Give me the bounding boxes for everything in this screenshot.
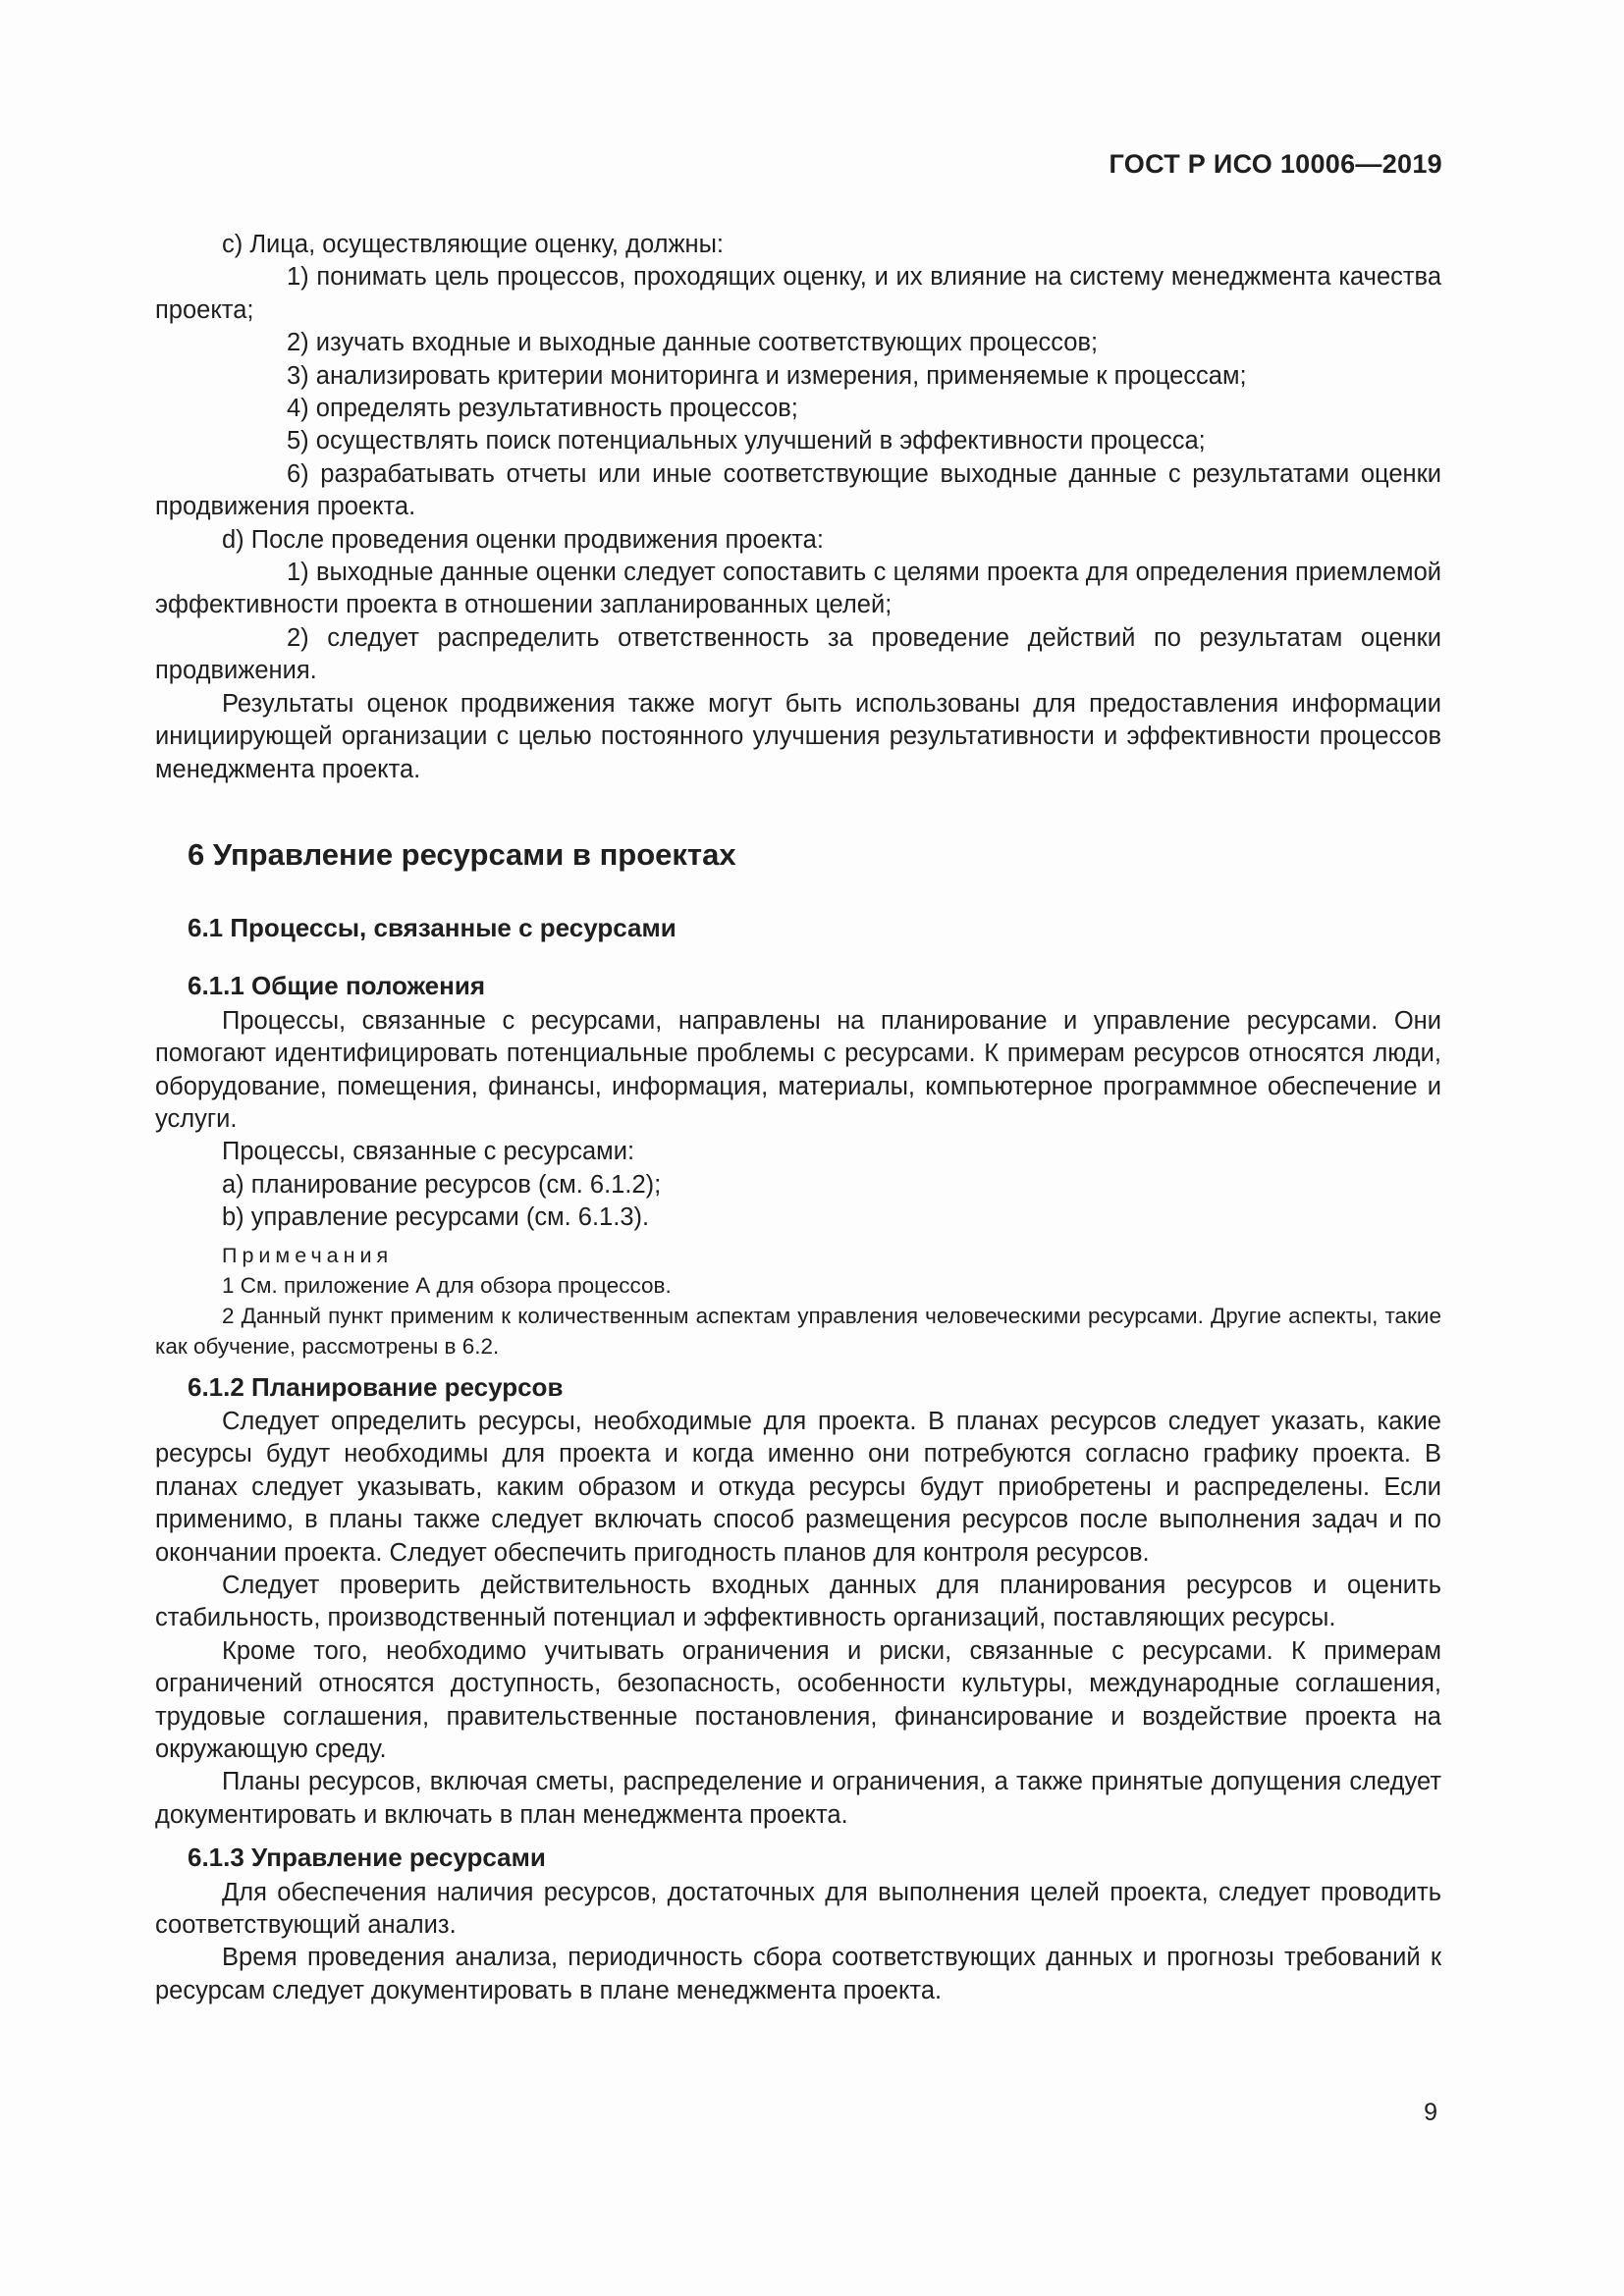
item-d-2: 2) следует распределить ответственность за проведение действий по результатам оценки продвижения.	[155, 623, 1441, 685]
standard-header: ГОСТ Р ИСО 10006—2019	[1109, 149, 1442, 179]
item-d-intro: d) После проведения оценки продвижения проекта:	[222, 525, 824, 554]
section-6-1-1-paragraph-2: Процессы, связанные с ресурсами:	[222, 1138, 635, 1166]
section-6-1-1-paragraph-1: Процессы, связанные с ресурсами, направлены на планирование и управление ресурсами. Они помогают идентифицировать потенциальные проблемы с ресурсами. К примерам ресурсов относятся люди, оборудование, помещения, финансы, информация, материалы, компьютерное программное обеспечение и услуги.	[155, 1006, 1441, 1133]
section-6-1-2-paragraph-2: Следует проверить действительность входных данных для планирования ресурсов и оценить стабильность, производственный потенциал и эффективность организаций, поставляющих ресурсы.	[155, 1572, 1441, 1632]
section-6-1-heading: 6.1 Процессы, связанные с ресурсами	[188, 912, 677, 942]
section-6-1-2-paragraph-4: Планы ресурсов, включая сметы, распределение и ограничения, а также принятые допущения следует документировать и включать в план менеджмента проекта.	[155, 1768, 1441, 1829]
section-6-1-3-heading: 6.1.3 Управление ресурсами	[188, 1842, 546, 1873]
page-content	[155, 229, 1441, 2007]
section-6-heading: 6 Управление ресурсами в проектах	[188, 836, 736, 872]
note-2: 2 Данный пункт применим к количественным аспектам управления человеческими ресурсами. Другие аспекты, такие как обучение, рассмотрены в 6.2.	[155, 1303, 1441, 1359]
section-6-1-2-heading: 6.1.2 Планирование ресурсов	[188, 1371, 564, 1402]
section-6-1-2-paragraph-1: Следует определить ресурсы, необходимые для проекта. В планах ресурсов следует указать, какие ресурсы будут необходимы для проекта и когда именно они потребуются согласно графику проекта. В планах следует указывать, каким образом и откуда ресурсы будут приобретены и распределены. Если применимо, в планы также следует включать способ размещения ресурсов после выполнения задач и по окончании проекта. Следует обеспечить пригодность планов для контроля ресурсов.	[155, 1407, 1441, 1567]
item-d-1: 1) выходные данные оценки следует сопоставить с целями проекта для определения приемлемой эффективности проекта в отношении запланированных целей;	[155, 559, 1441, 619]
page-number: 9	[1424, 2099, 1437, 2126]
item-c-2: 2) изучать входные и выходные данные соответствующих процессов;	[287, 329, 1099, 357]
item-c-intro: c) Лица, осуществляющие оценку, должны:	[222, 231, 725, 258]
section-6-1-3-paragraph-2: Время проведения анализа, периодичность сбора соответствующих данных и прогнозы требований к ресурсам следует документировать в плане менеджмента проекта.	[155, 1944, 1441, 2004]
list-item-a: a) планирование ресурсов (см. 6.1.2);	[222, 1170, 662, 1199]
section-6-1-2-paragraph-3: Кроме того, необходимо учитывать ограничения и риски, связанные с ресурсами. К примерам ограничений относятся доступность, безопасность, особенности культуры, международные соглашения, трудовые соглашения, правительственные постановления, финансирование и воздействие проекта на окружающую среду.	[155, 1636, 1441, 1764]
notes-title: Примечания	[222, 1243, 394, 1267]
note-1: 1 См. приложение А для обзора процессов.	[222, 1272, 672, 1298]
list-item-b: b) управление ресурсами (см. 6.1.3).	[222, 1203, 650, 1232]
item-c-5: 5) осуществлять поиск потенциальных улучшений в эффективности процесса;	[287, 427, 1206, 455]
results-paragraph: Результаты оценок продвижения также могут быть использованы для предоставления информации инициирующей организации с целью постоянного улучшения результативности и эффективности процессов менеджмента проекта.	[155, 689, 1441, 783]
section-6-1-3-paragraph-1: Для обеспечения наличия ресурсов, достаточных для выполнения целей проекта, следует проводить соответствующий анализ.	[155, 1878, 1441, 1940]
item-c-4: 4) определять результативность процессов;	[287, 395, 798, 423]
item-c-6: 6) разрабатывать отчеты или иные соответствующие выходные данные с результатами оценки продвижения проекта.	[155, 459, 1441, 521]
section-6-1-1-heading: 6.1.1 Общие положения	[188, 971, 485, 1001]
item-c-1: 1) понимать цель процессов, проходящих оценку, и их влияние на систему менеджмента качества проекта;	[155, 263, 1441, 324]
item-c-3: 3) анализировать критерии мониторинга и измерения, применяемые к процессам;	[287, 361, 1247, 390]
